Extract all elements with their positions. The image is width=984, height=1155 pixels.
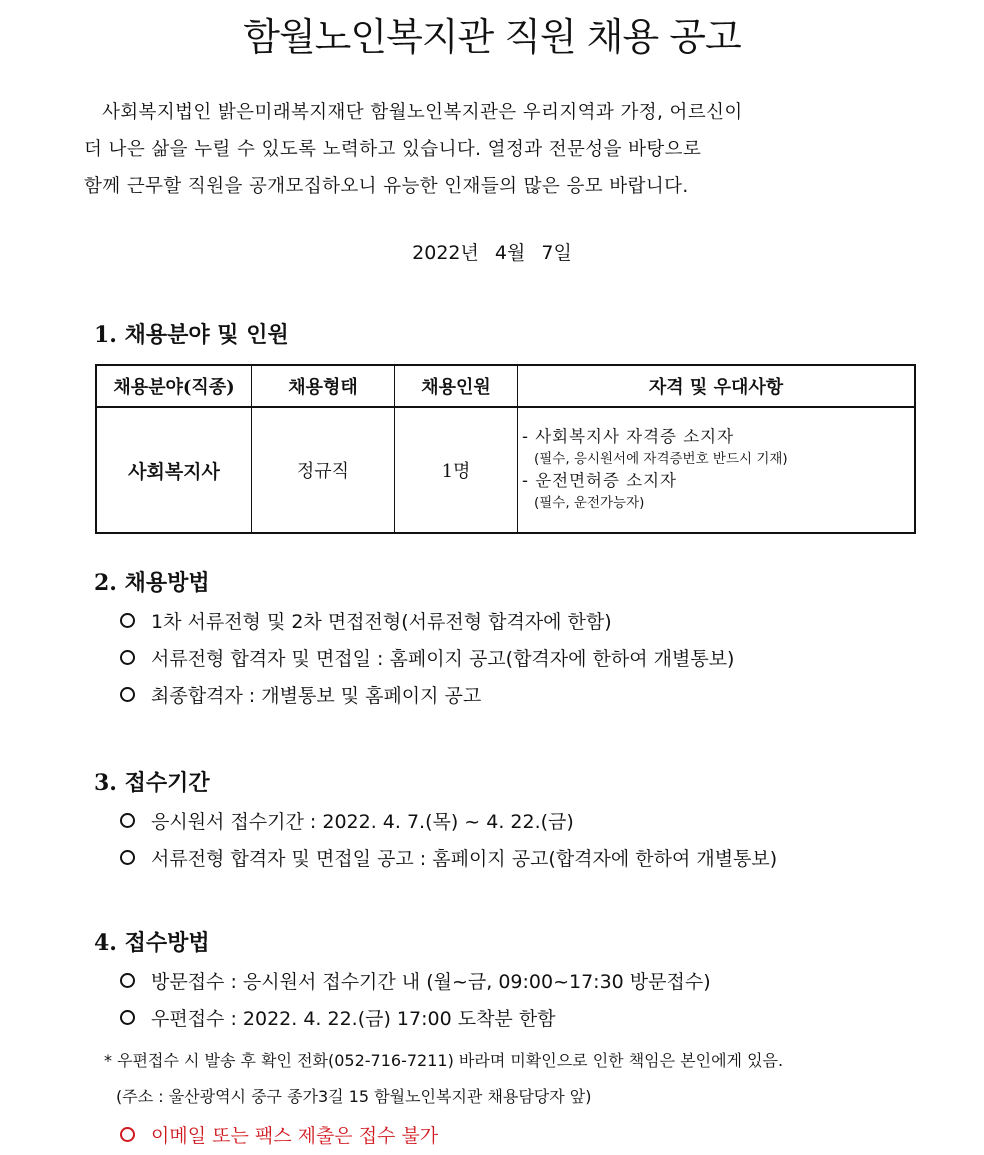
list-item: [120, 841, 777, 878]
list-item-text: 응시원서 접수기간 : 2022. 4. 7.(목) ~ 4. 22.(금): [151, 811, 574, 833]
list-item-text: 서류전형 합격자 및 면접일 : 홈페이지 공고(합격자에 한하여 개별통보): [151, 648, 735, 670]
column-header: 채용인원: [395, 365, 518, 407]
list-item-text: 서류전형 합격자 및 면접일 공고 : 홈페이지 공고(합격자에 한하여 개별통보): [151, 848, 778, 870]
column-header: 채용분야(직종): [96, 365, 252, 407]
period-list: [120, 804, 777, 878]
list-item-text: 방문접수 : 응시원서 접수기간 내 (월~금, 09:00~17:30 방문접수): [151, 971, 711, 993]
circle-bullet-icon: [120, 1010, 135, 1025]
qualifications-cell: [518, 407, 916, 533]
employment-type-cell: 정규직: [252, 407, 395, 533]
notice-date: 2022년 4월 7일: [412, 242, 572, 264]
intro-line: 사회복지법인 밝은미래복지재단 함월노인복지관은 우리지역과 가정, 어르신이: [102, 102, 743, 123]
list-item: [120, 678, 734, 715]
column-header: 자격 및 우대사항: [518, 365, 916, 407]
list-item: [120, 804, 777, 841]
list-item-text: 1차 서류전형 및 2차 면접전형(서류전형 합격자에 한함): [151, 611, 612, 633]
recruitment-table: [95, 364, 916, 534]
list-item: [120, 641, 734, 678]
intro-line: 더 나은 삶을 누릴 수 있도록 노력하고 있습니다. 열정과 전문성을 바탕으로: [84, 139, 702, 160]
submission-list: [120, 964, 711, 1038]
table-row: [96, 407, 915, 533]
section-heading-submission: 4. 접수방법: [94, 930, 210, 956]
circle-bullet-icon: [120, 813, 135, 828]
postal-note: * 우편접수 시 발송 후 확인 전화(052-716-7211) 바라며 미확인으로 인한 책임은 본인에게 있음.: [104, 1051, 784, 1070]
list-item: [120, 964, 711, 1001]
warning-list: [120, 1118, 438, 1155]
warning-text: 이메일 또는 팩스 제출은 접수 불가: [151, 1125, 439, 1147]
list-item-text: 우편접수 : 2022. 4. 22.(금) 17:00 도착분 한함: [151, 1008, 556, 1030]
section-heading-positions: 1. 채용분야 및 인원: [94, 322, 289, 348]
circle-bullet-icon: [120, 973, 135, 988]
circle-bullet-icon: [120, 650, 135, 665]
job-field-cell: 사회복지사: [96, 407, 252, 533]
qualification-detail: (필수, 운전가능자): [534, 495, 645, 511]
qualification-item: - 운전면허증 소지자: [522, 471, 677, 490]
circle-bullet-icon: [120, 850, 135, 865]
list-item: [120, 1001, 711, 1038]
section-heading-method: 2. 채용방법: [94, 570, 210, 596]
section-heading-period: 3. 접수기간: [94, 770, 210, 796]
column-header: 채용형태: [252, 365, 395, 407]
qualification-detail: (필수, 응시원서에 자격증번호 반드시 기재): [534, 451, 788, 467]
circle-bullet-icon: [120, 1127, 135, 1142]
list-item-text: 최종합격자 : 개별통보 및 홈페이지 공고: [151, 685, 482, 707]
circle-bullet-icon: [120, 687, 135, 702]
headcount-cell: 1명: [395, 407, 518, 533]
page-title: 함월노인복지관 직원 채용 공고: [243, 15, 741, 59]
warning-item: [120, 1118, 438, 1155]
postal-address: (주소 : 울산광역시 중구 종가3길 15 함월노인복지관 채용담당자 앞): [116, 1087, 592, 1106]
intro-line: 함께 근무할 직원을 공개모집하오니 유능한 인재들의 많은 응모 바랍니다.: [84, 176, 689, 197]
circle-bullet-icon: [120, 613, 135, 628]
intro-paragraph: [84, 94, 904, 205]
method-list: [120, 604, 734, 715]
list-item: [120, 604, 734, 641]
table-header-row: [96, 365, 915, 407]
qualification-item: - 사회복지사 자격증 소지자: [522, 427, 735, 446]
